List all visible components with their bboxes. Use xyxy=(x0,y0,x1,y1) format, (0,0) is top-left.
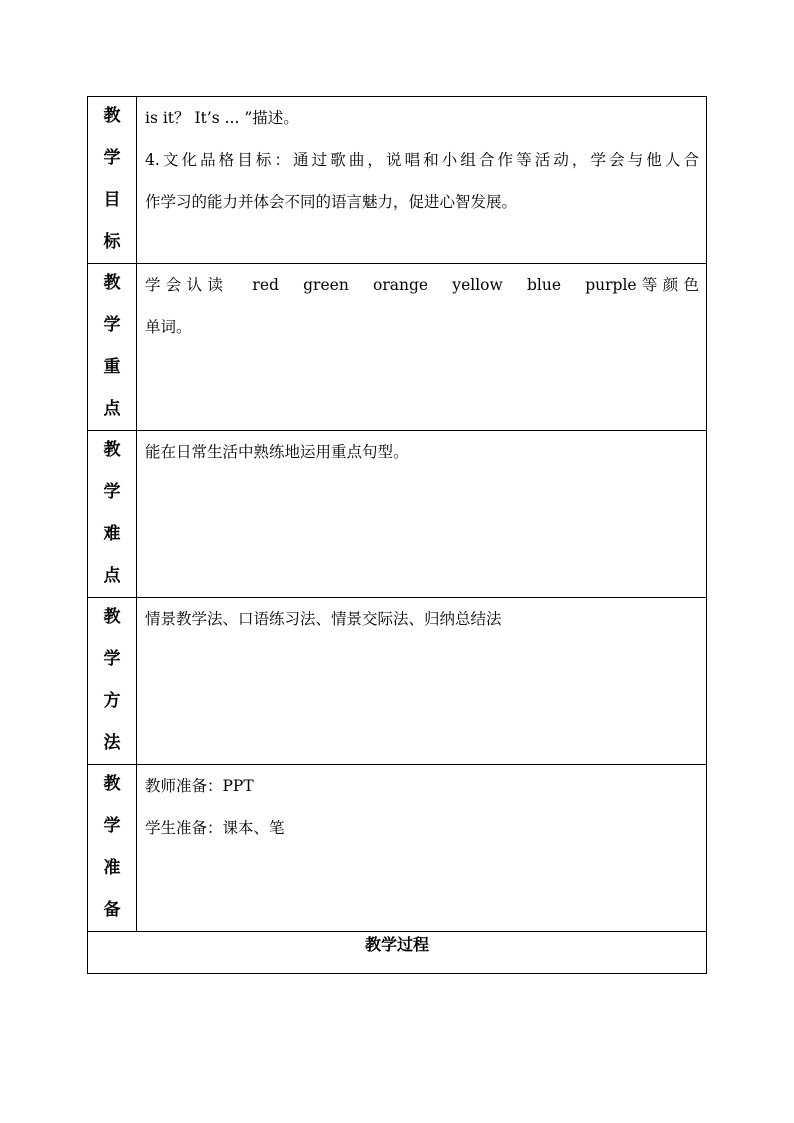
key-points-line-2: 单词。 xyxy=(145,318,192,336)
methods-content xyxy=(137,598,707,765)
lesson-plan-table xyxy=(87,96,707,974)
label-preparation: 教 学 准 备 xyxy=(88,765,137,932)
preparation-line-2: 学生准备：课本、笔 xyxy=(145,819,285,837)
preparation-content xyxy=(137,765,707,932)
label-key-points: 教 学 重 点 xyxy=(88,264,137,431)
difficulties-content xyxy=(137,431,707,598)
process-title: 教学过程 xyxy=(88,932,707,974)
key-points-line-1: 学会认读 red green orange yellow blue purple等颜色 xyxy=(145,276,699,294)
table-row-methods xyxy=(88,598,707,765)
table-row-preparation xyxy=(88,765,707,932)
table-row-objectives xyxy=(88,97,707,264)
key-points-content xyxy=(137,264,707,431)
objectives-line-1: is it？ It’s ... ”描述。 xyxy=(145,109,299,127)
objectives-line-3: 作学习的能力并体会不同的语言魅力，促进心智发展。 xyxy=(145,193,518,211)
objectives-line-2: 4.文化品格目标：通过歌曲，说唱和小组合作等活动，学会与他人合 xyxy=(145,151,699,169)
table-row-key-points xyxy=(88,264,707,431)
table-row-process-header xyxy=(88,932,707,974)
table-row-difficulties xyxy=(88,431,707,598)
preparation-line-1: 教师准备：PPT xyxy=(145,777,254,795)
label-difficulties: 教 学 难 点 xyxy=(88,431,137,598)
label-methods: 教 学 方 法 xyxy=(88,598,137,765)
difficulties-line-1: 能在日常生活中熟练地运用重点句型。 xyxy=(145,443,409,461)
label-objectives: 教 学 目 标 xyxy=(88,97,137,264)
objectives-content xyxy=(137,97,707,264)
methods-line-1: 情景教学法、口语练习法、情景交际法、归纳总结法 xyxy=(145,610,502,628)
